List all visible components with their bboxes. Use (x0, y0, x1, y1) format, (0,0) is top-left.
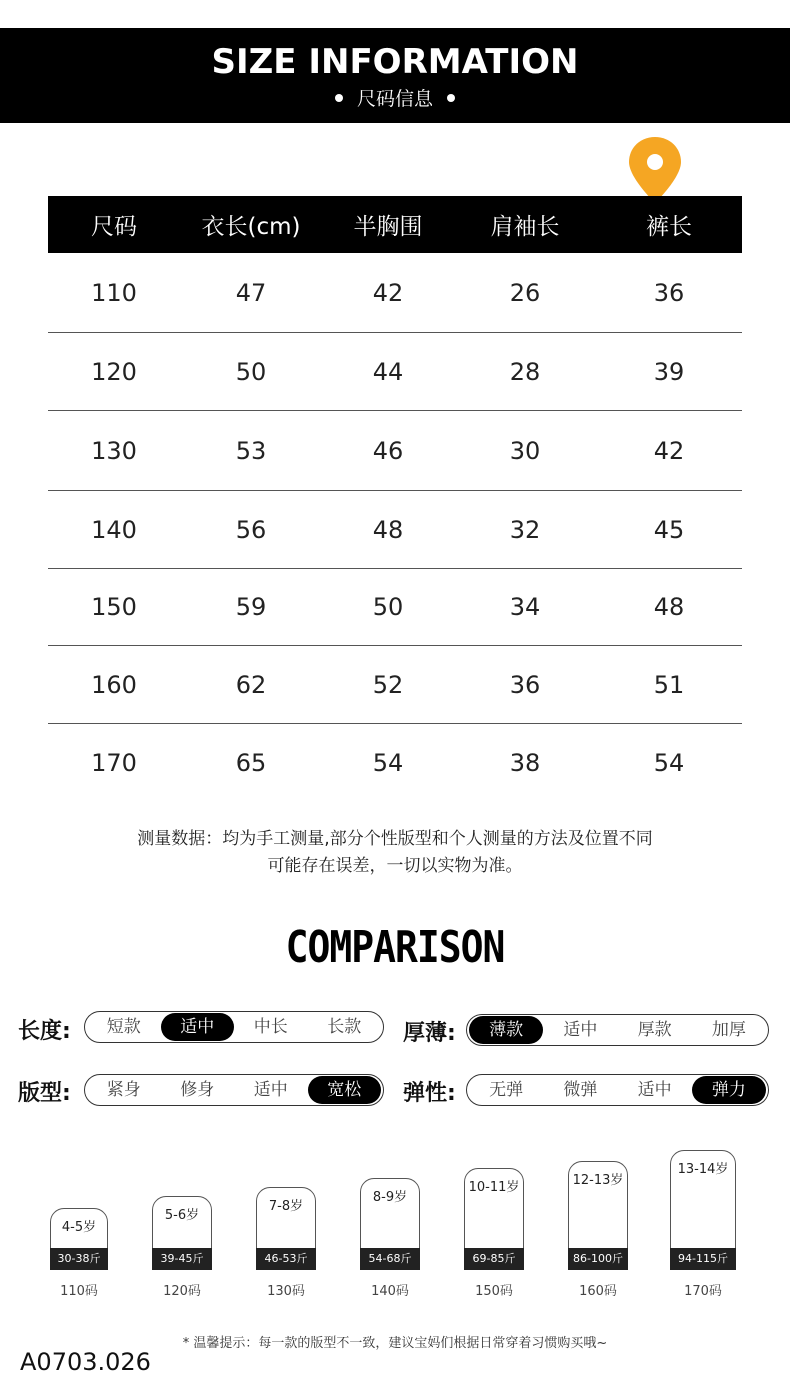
badge-size-code: 140码 (371, 1284, 409, 1299)
table-cell: 170 (91, 749, 137, 777)
option-item: 无弹 (489, 1080, 524, 1100)
size-table (48, 196, 742, 802)
table-body (48, 253, 742, 802)
fit-selector (84, 1074, 384, 1106)
table-cell: 52 (372, 670, 404, 699)
column-header: 裤长 (646, 214, 692, 240)
option-item: 适中 (563, 1020, 598, 1040)
badge-weight: 46-53斤 (256, 1248, 316, 1270)
page-subtitle (0, 84, 790, 111)
badge-size-code: 170码 (684, 1284, 722, 1299)
bullet-dot-icon (447, 94, 455, 102)
table-header (48, 196, 742, 253)
table-cell: 65 (235, 749, 267, 777)
table-cell: 54 (372, 749, 404, 777)
table-row (48, 333, 742, 411)
table-cell: 53 (235, 436, 267, 465)
option-selected: 适中 (161, 1013, 235, 1041)
fit-label: 版型: (18, 1081, 71, 1106)
badge-age: 4-5岁 (61, 1220, 97, 1235)
option-item: 短款 (106, 1017, 141, 1037)
length-selector (84, 1011, 384, 1043)
option-item: 加厚 (711, 1020, 746, 1040)
table-row (48, 491, 742, 569)
table-cell: 54 (653, 749, 685, 777)
table-cell: 140 (91, 515, 137, 544)
badge-weight: 69-85斤 (464, 1248, 524, 1270)
table-cell: 36 (653, 278, 685, 307)
option-item: 修身 (180, 1080, 215, 1100)
badge-age: 5-6岁 (164, 1208, 200, 1223)
badge-weight: 30-38斤 (50, 1248, 108, 1270)
length-label: 长度: (18, 1019, 71, 1044)
column-header: 衣长(cm) (201, 214, 301, 240)
thickness-label: 厚薄: (403, 1021, 456, 1046)
table-cell: 48 (653, 593, 685, 621)
badge-size-code: 160码 (579, 1284, 617, 1299)
table-cell: 26 (509, 278, 541, 307)
table-cell: 28 (509, 357, 541, 386)
table-cell: 51 (653, 670, 685, 699)
badge-age: 8-9岁 (372, 1190, 408, 1205)
table-row (48, 646, 742, 724)
table-cell: 34 (509, 593, 541, 621)
badge-size-code: 120码 (163, 1284, 201, 1299)
badge-age: 12-13岁 (572, 1173, 624, 1188)
table-cell: 42 (653, 436, 685, 465)
option-selected: 弹力 (692, 1076, 766, 1104)
table-cell: 44 (372, 357, 404, 386)
table-cell: 120 (91, 357, 137, 386)
table-cell: 45 (653, 515, 685, 544)
table-cell: 46 (372, 436, 404, 465)
table-row (48, 411, 742, 491)
table-cell: 56 (235, 515, 267, 544)
table-cell: 50 (235, 357, 267, 386)
table-cell: 130 (91, 436, 137, 465)
table-row (48, 569, 742, 646)
table-cell: 42 (372, 278, 404, 307)
option-item: 中长 (253, 1017, 288, 1037)
thickness-selector (466, 1014, 769, 1046)
bullet-dot-icon (335, 94, 343, 102)
elasticity-selector (466, 1074, 769, 1106)
badge-size-code: 150码 (475, 1284, 513, 1299)
option-selected: 薄款 (469, 1016, 543, 1044)
badge-weight: 54-68斤 (360, 1248, 420, 1270)
option-item: 紧身 (106, 1080, 141, 1100)
note-line: 测量数据：均为手工测量,部分个性版型和个人测量的方法及位置不同 (137, 829, 653, 849)
badge-age: 7-8岁 (268, 1199, 304, 1214)
table-cell: 59 (235, 593, 267, 621)
page-title: SIZE INFORMATION (211, 42, 579, 82)
subtitle-text: 尺码信息 (356, 88, 433, 110)
badge-age: 13-14岁 (677, 1162, 729, 1177)
location-pin-icon (627, 135, 683, 205)
table-cell: 38 (509, 749, 541, 777)
table-cell: 47 (235, 278, 267, 307)
table-cell: 39 (653, 357, 685, 386)
option-item: 适中 (253, 1080, 288, 1100)
badge-weight: 39-45斤 (152, 1248, 212, 1270)
measurement-note (0, 826, 790, 880)
option-selected: 宽松 (308, 1076, 382, 1104)
badge-weight: 86-100斤 (568, 1248, 628, 1270)
table-cell: 62 (235, 670, 267, 699)
table-cell: 30 (509, 436, 541, 465)
table-row (48, 724, 742, 802)
column-header: 半胸围 (353, 214, 423, 240)
option-item: 适中 (637, 1080, 672, 1100)
table-cell: 36 (509, 670, 541, 699)
table-cell: 110 (91, 278, 137, 307)
tip-text: * 温馨提示：每一款的版型不一致，建议宝妈们根据日常穿着习惯购买哦~ (182, 1336, 608, 1351)
badge-size-code: 130码 (267, 1284, 305, 1299)
option-item: 厚款 (637, 1020, 672, 1040)
comparison-title: COMPARISON (285, 921, 505, 973)
badge-age: 10-11岁 (468, 1180, 520, 1195)
table-cell: 50 (372, 593, 404, 621)
table-cell: 160 (91, 670, 137, 699)
badge-weight: 94-115斤 (670, 1248, 736, 1270)
table-cell: 48 (372, 515, 404, 544)
sku-code: A0703.026 (20, 1348, 151, 1376)
table-cell: 32 (509, 515, 541, 544)
column-header: 肩袖长 (490, 214, 560, 240)
elasticity-label: 弹性: (403, 1081, 456, 1106)
table-row (48, 253, 742, 333)
option-item: 长款 (327, 1017, 362, 1037)
column-header: 尺码 (91, 214, 137, 240)
option-item: 微弹 (563, 1080, 598, 1100)
table-cell: 150 (91, 593, 137, 621)
badge-size-code: 110码 (60, 1284, 98, 1299)
note-line: 可能存在误差，一切以实物为准。 (267, 856, 523, 876)
